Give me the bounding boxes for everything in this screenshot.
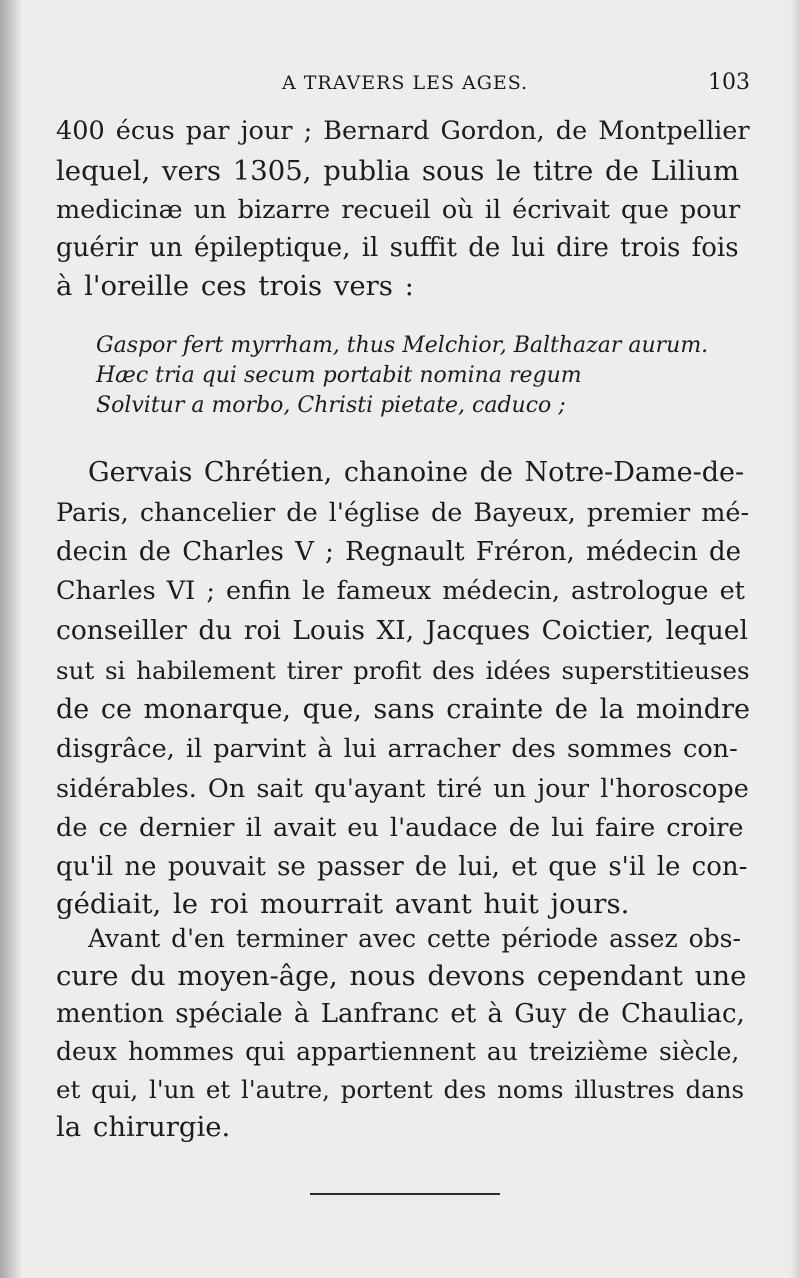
text-line: à l'oreille ces trois vers :: [56, 270, 414, 302]
text-line: Avant d'en terminer avec cette période assez obs-: [88, 924, 741, 953]
text-line: cure du moyen-âge, nous devons cependant une: [56, 960, 747, 992]
text-line: decin de Charles V ; Regnault Fréron, médecin de: [56, 537, 741, 567]
text-line: lequel, vers 1305, publia sous le titre de Lilium: [56, 155, 740, 187]
page-gutter-shadow: [0, 0, 22, 1278]
text-line: et qui, l'un et l'autre, portent des noms illustres dans: [56, 1075, 745, 1104]
text-line: disgrâce, il parvint à lui arracher des sommes con-: [56, 734, 738, 764]
page-number: 103: [708, 70, 750, 95]
text-line: Gervais Chrétien, chanoine de Notre-Dame-de-: [88, 457, 745, 488]
verse-line: Solvitur a morbo, Christi pietate, caduco ;: [96, 393, 566, 418]
text-line: qu'il ne pouvait se passer de lui, et que s'il le con-: [56, 852, 748, 882]
text-line: 400 écus par jour ; Bernard Gordon, de Montpellier: [56, 116, 750, 146]
text-line: de ce monarque, que, sans crainte de la moindre: [56, 694, 750, 725]
text-line: conseiller du roi Louis XI, Jacques Coictier, lequel: [56, 615, 748, 646]
text-line: sidérables. On sait qu'ayant tiré un jour l'horoscope: [56, 774, 749, 804]
text-line: Charles VI ; enfin le fameux médecin, astrologue et: [56, 576, 745, 606]
text-line: la chirurgie.: [56, 1111, 231, 1143]
latin-verse: [96, 331, 756, 421]
running-head: [60, 70, 750, 104]
verse-line: Gaspor fert myrrham, thus Melchior, Balthazar aurum.: [96, 333, 709, 358]
text-line: mention spéciale à Lanfranc et à Guy de Chauliac,: [56, 999, 745, 1029]
verse-line: Hæc tria qui secum portabit nomina regum: [96, 363, 582, 388]
text-line: medicinæ un bizarre recueil où il écrivait que pour: [56, 195, 741, 225]
page-edge-shadow: [790, 0, 800, 1278]
text-line: sut si habilement tirer profit des idées superstitieuses: [56, 656, 750, 685]
text-line: guérir un épileptique, il suffit de lui dire trois fois: [56, 233, 739, 263]
text-line: gédiait, le roi mourrait avant huit jours.: [56, 888, 630, 920]
text-line: deux hommes qui appartiennent au treizième siècle,: [56, 1037, 740, 1066]
text-line: Paris, chancelier de l'église de Bayeux, premier mé-: [56, 498, 750, 528]
running-title: A TRAVERS LES AGES.: [282, 72, 529, 94]
end-rule: [310, 1193, 500, 1195]
text-line: de ce dernier il avait eu l'audace de lui faire croire: [56, 813, 744, 843]
